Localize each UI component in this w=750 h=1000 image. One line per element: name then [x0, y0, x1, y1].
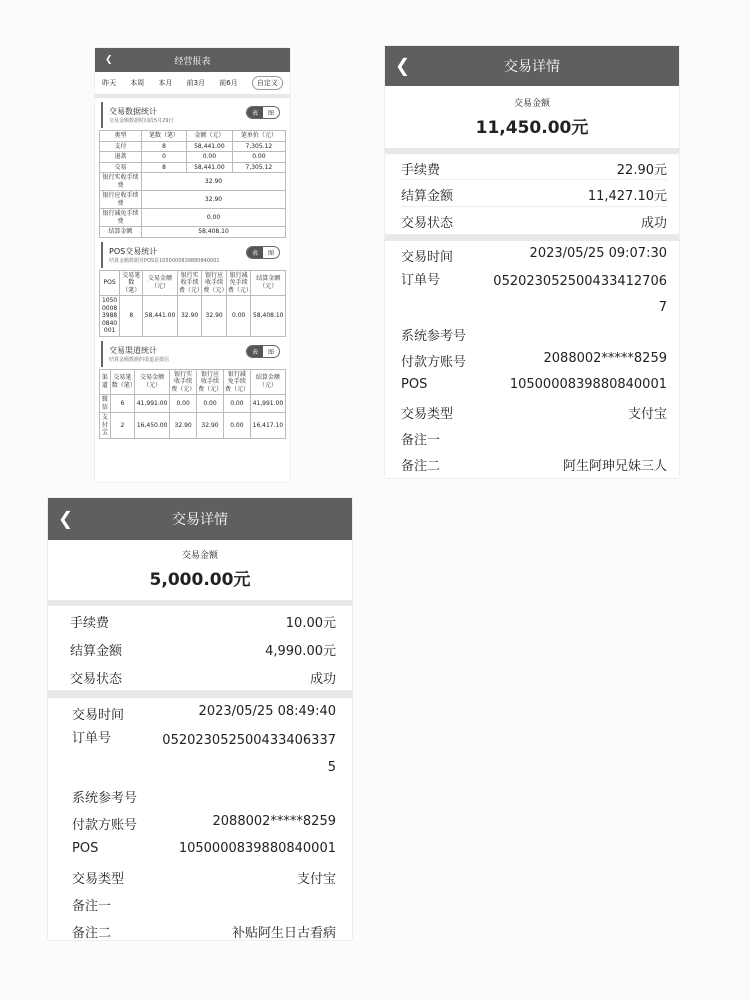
table-cell: 2 [110, 413, 134, 439]
type-row [401, 398, 667, 424]
filter-this-week[interactable]: 本周 [130, 79, 145, 87]
back-icon[interactable]: ❮ [58, 508, 74, 530]
ref-row [401, 320, 667, 346]
table-cell: 0.00 [142, 209, 286, 227]
fee-label: 手续费 [401, 163, 441, 178]
table-header: 银行实收手续费（元） [178, 271, 203, 294]
pos-label: POS [401, 377, 428, 392]
table-header: 交易笔数（笔） [110, 369, 134, 395]
table-header: 银行实收手续费（元） [171, 370, 196, 393]
table-cell: 6 [110, 395, 134, 413]
payer-row [401, 346, 667, 372]
view-toggle[interactable] [246, 345, 280, 358]
detail-title: 交易详情 [172, 512, 228, 528]
amount-label: 交易金额 [181, 551, 218, 561]
note1-label: 备注一 [401, 433, 441, 448]
pos-stats-table [99, 270, 286, 337]
payer-label: 付款方账号 [401, 355, 467, 370]
table-cell: 0.00 [187, 152, 233, 163]
note2-value: 补贴阿生日古看病 [231, 926, 336, 941]
table-row [100, 141, 286, 152]
divider [95, 94, 290, 98]
table-header: 结算金额（元） [251, 270, 286, 296]
table-row [100, 209, 286, 227]
order-label: 订单号 [72, 731, 112, 746]
table-row [100, 395, 286, 413]
channel-stats-subtitle: 结算金额数据的渠道是微信 [109, 356, 170, 363]
detail-header [385, 46, 679, 86]
table-cell: 0.00 [223, 395, 250, 413]
time-label: 交易时间 [72, 708, 125, 723]
table-cell: 8 [120, 296, 143, 337]
transaction-detail-card-2 [48, 498, 352, 940]
note2-row [401, 450, 667, 476]
status-row [70, 662, 336, 690]
table-header: 银行应收手续费（元） [198, 370, 223, 393]
filter-6-months[interactable]: 前6月 [219, 79, 238, 87]
toggle-table[interactable]: 表 [247, 346, 263, 357]
filter-custom[interactable]: 自定义 [252, 76, 283, 90]
table-cell: 退款 [100, 152, 142, 163]
table-cell: 1050000839880840001 [100, 296, 120, 337]
table-header: 交易笔数（笔） [120, 270, 143, 296]
type-label: 交易类型 [72, 872, 125, 887]
fee-value: 22.90元 [616, 163, 667, 178]
toggle-chart[interactable]: 图 [267, 348, 274, 356]
time-row [401, 241, 667, 267]
payer-row [72, 808, 336, 835]
table-cell: 7,305.12 [232, 141, 285, 152]
type-value: 支付宝 [627, 407, 667, 422]
order-value-line1: 052023052500433412706 [493, 274, 667, 289]
report-card [95, 48, 290, 482]
table-cell: 58,441.00 [187, 141, 233, 152]
back-icon[interactable]: ❮ [395, 55, 411, 77]
status-label: 交易状态 [401, 216, 454, 231]
table-cell: 交易 [100, 162, 142, 173]
table-cell: 58,408.10 [251, 296, 286, 337]
note1-row [72, 889, 336, 916]
ref-row [72, 781, 336, 808]
table-cell: 微信 [100, 395, 111, 413]
detail-header [48, 498, 352, 540]
divider [48, 690, 352, 698]
report-header [95, 48, 290, 72]
table-header: 银行减免手续费（元） [224, 370, 249, 393]
pos-stats-section-header [101, 242, 286, 268]
payer-value: 2088002*****8259 [212, 814, 336, 829]
table-cell: 银行减免手续费 [100, 209, 142, 227]
filter-this-month[interactable]: 本月 [158, 79, 173, 87]
pos-row [72, 835, 336, 862]
settle-label: 结算金额 [70, 644, 123, 659]
note1-label: 备注一 [72, 899, 112, 914]
detail-title: 交易详情 [504, 59, 560, 75]
ref-label: 系统参考号 [401, 329, 467, 344]
table-header: 结算金额（元） [250, 369, 285, 395]
table-cell: 32.90 [142, 173, 286, 191]
table-header: 交易金额（元） [135, 369, 170, 395]
table-cell: 16,450.00 [135, 413, 170, 439]
status-row [401, 207, 667, 234]
time-value: 2023/05/25 09:07:30 [529, 246, 667, 261]
table-cell: 32.90 [197, 413, 224, 439]
order-row [401, 267, 667, 320]
amount-label: 交易金额 [513, 99, 550, 109]
order-row [72, 725, 336, 781]
table-cell: 结算金额 [100, 227, 142, 238]
payer-value: 2088002*****8259 [543, 351, 667, 366]
note2-label: 备注二 [401, 459, 441, 474]
table-cell: 0.00 [232, 152, 285, 163]
note2-row [72, 916, 336, 943]
trade-stats-subtitle: 交易金额数据时间段5月29日 [109, 118, 174, 124]
table-cell: 41,991.00 [135, 395, 170, 413]
table-row [100, 227, 286, 238]
table-row [100, 162, 286, 173]
table-header: 类型 [100, 131, 142, 142]
table-cell: 0.00 [223, 413, 250, 439]
pos-value: 1050000839880840001 [178, 841, 336, 856]
table-cell: 银行应收手续费 [100, 191, 142, 209]
time-row [72, 698, 336, 725]
channel-stats-title: 交易渠道统计 [109, 345, 157, 355]
filter-3-months[interactable]: 前3月 [186, 79, 206, 87]
pos-label: POS [72, 841, 99, 856]
table-header: 笔单价（元） [232, 131, 285, 142]
amount-value: 11,450.00元 [475, 118, 589, 138]
transaction-detail-card-1 [385, 46, 679, 478]
trade-stats-title: 交易数据统计 [109, 107, 157, 116]
pos-stats-subtitle: 结算金额数据对POS是1050000839880840001 [109, 257, 220, 264]
note1-row [401, 424, 667, 450]
toggle-chart[interactable]: 图 [267, 110, 274, 117]
table-row [100, 152, 286, 163]
table-cell: 32.90 [202, 296, 227, 337]
table-cell: 32.90 [142, 191, 286, 209]
channel-stats-section-header [101, 341, 286, 367]
toggle-table[interactable]: 表 [247, 247, 263, 258]
table-row [100, 296, 286, 337]
settle-value: 4,990.00元 [265, 644, 336, 659]
toggle-table[interactable]: 表 [247, 107, 263, 118]
table-cell: 16,417.10 [250, 413, 285, 439]
channel-stats-table [99, 369, 286, 439]
fee-label: 手续费 [70, 616, 110, 631]
time-value: 2023/05/25 08:49:40 [198, 704, 336, 719]
table-row [100, 191, 286, 209]
fee-value: 10.00元 [285, 616, 336, 631]
note2-label: 备注二 [72, 926, 112, 941]
back-icon[interactable]: ❮ [105, 55, 113, 65]
settle-row [401, 180, 667, 207]
table-header: 银行应收手续费（元） [203, 271, 228, 294]
type-row [72, 862, 336, 889]
time-label: 交易时间 [401, 250, 454, 265]
status-value: 成功 [640, 216, 667, 231]
table-cell: 银行实收手续费 [100, 173, 142, 191]
view-toggle[interactable] [246, 106, 280, 119]
order-value-line1: 052023052500433406337 [162, 733, 336, 748]
table-header: 渠道 [100, 369, 111, 395]
order-value-line2: 5 [327, 760, 336, 775]
table-header: POS [100, 270, 120, 296]
pos-row [401, 372, 667, 398]
type-value: 支付宝 [296, 872, 336, 887]
table-cell: 32.90 [170, 413, 197, 439]
filter-yesterday[interactable]: 昨天 [102, 79, 117, 87]
table-cell: 0.00 [170, 395, 197, 413]
status-label: 交易状态 [70, 672, 123, 687]
table-cell: 支付宝 [100, 413, 111, 439]
date-filter-bar [95, 72, 290, 94]
payer-label: 付款方账号 [72, 818, 138, 833]
divider [385, 234, 679, 241]
table-header: 交易金额（元） [143, 270, 178, 296]
table-row [100, 173, 286, 191]
pos-value: 1050000839880840001 [509, 377, 667, 392]
table-cell: 58,441.00 [143, 296, 178, 337]
table-cell: 0.00 [226, 296, 251, 337]
settle-value: 11,427.10元 [587, 189, 667, 204]
pos-stats-title: POS交易统计 [109, 246, 158, 256]
ref-label: 系统参考号 [72, 791, 138, 806]
table-header: 金额（元） [187, 131, 233, 142]
order-label: 订单号 [401, 273, 441, 288]
table-cell: 58,441.00 [187, 162, 233, 173]
table-cell: 7,305.12 [232, 162, 285, 173]
table-cell: 0.00 [197, 395, 224, 413]
trade-stats-table [99, 130, 286, 238]
table-cell: 支付 [100, 141, 142, 152]
table-cell: 0 [142, 152, 187, 163]
report-title: 经营报表 [174, 56, 211, 67]
amount-value: 5,000.00元 [149, 570, 251, 590]
settle-row [70, 634, 336, 662]
fee-row [401, 154, 667, 180]
toggle-chart[interactable]: 图 [267, 249, 274, 257]
table-cell: 8 [142, 141, 187, 152]
table-cell: 8 [142, 162, 187, 173]
order-value-line2: 7 [658, 300, 667, 315]
type-label: 交易类型 [401, 407, 454, 422]
table-cell: 32.90 [177, 296, 202, 337]
table-header: 银行减免手续费（元） [227, 271, 252, 294]
table-cell: 41,991.00 [250, 395, 285, 413]
view-toggle[interactable] [246, 246, 280, 259]
settle-label: 结算金额 [401, 189, 454, 204]
trade-stats-section-header [101, 102, 286, 128]
table-header: 笔数（笔） [142, 131, 187, 142]
status-value: 成功 [309, 672, 336, 687]
fee-row [70, 606, 336, 634]
note2-value: 阿生阿珅兄妹三人 [562, 459, 667, 474]
table-row [100, 413, 286, 439]
table-cell: 58,408.10 [142, 227, 286, 238]
